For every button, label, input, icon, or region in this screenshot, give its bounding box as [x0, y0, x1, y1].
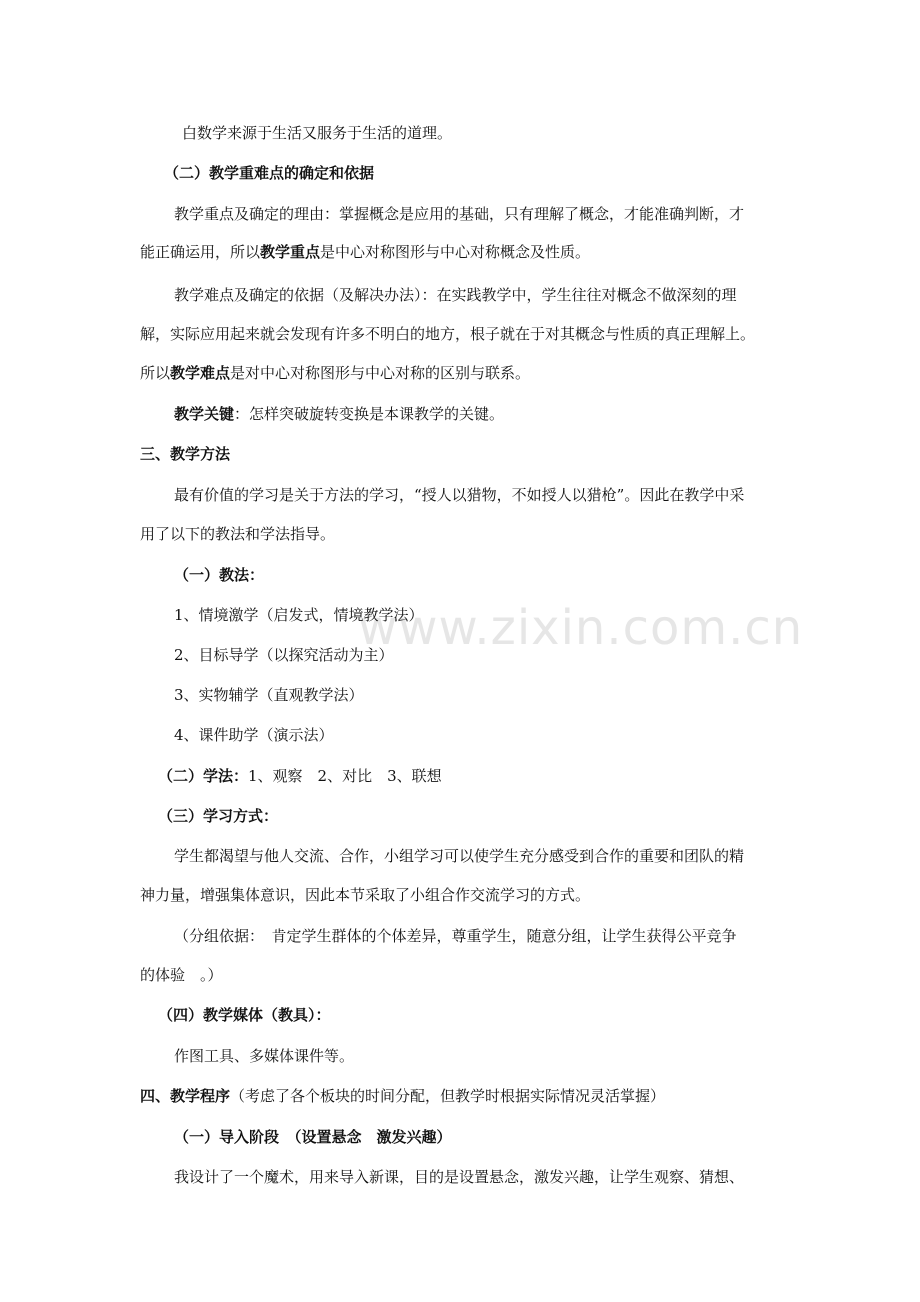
- text-run: 是对中心对称图形与中心对称的区别与联系。: [230, 364, 531, 382]
- section-heading-line: [140, 1086, 665, 1106]
- subsection-heading: （一）导入阶段 （设置悬念 激发兴趣）: [174, 1128, 452, 1146]
- emphasis-text: 教学难点: [170, 364, 231, 382]
- subsection-heading: （一）教法：: [174, 566, 265, 584]
- text-run: ：怎样突破旋转变换是本课教学的关键。: [234, 405, 505, 423]
- paragraph-line: （分组依据： 肯定学生群体的个体差异，尊重学生，随意分组，让学生获得公平竞争: [174, 927, 737, 945]
- paragraph-line: [158, 766, 442, 786]
- subsection-heading: （四）教学媒体（教具）：: [158, 1006, 331, 1024]
- list-item: 1、情境激学（启发式，情境教学法）: [174, 606, 424, 624]
- text-run: 所以: [140, 364, 171, 382]
- text-run: 是中心对称图形与中心对称概念及性质。: [320, 243, 591, 261]
- section-heading: 三、教学方法: [140, 445, 231, 463]
- paragraph-line: 教学重点及确定的理由：掌握概念是应用的基础，只有理解了概念，才能准确判断，才: [174, 205, 745, 223]
- paragraph-line: 解，实际应用起来就会发现有许多不明白的地方，根子就在于对其概念与性质的真正理解上。: [140, 325, 756, 343]
- section-heading: 四、教学程序: [140, 1087, 231, 1105]
- paragraph-line: [140, 242, 590, 262]
- emphasis-text: 教学重点: [260, 243, 321, 261]
- paragraph-line: 作图工具、多媒体课件等。: [174, 1047, 355, 1065]
- paragraph-line: [140, 363, 530, 383]
- paragraph-line: 最有价值的学习是关于方法的学习，“授人以猎物，不如授人以猎枪”。因此在教学中采: [174, 486, 745, 504]
- subsection-heading: （二）学法：: [158, 767, 249, 785]
- paragraph-line: 学生都渴望与他人交流、合作，小组学习可以使学生充分感受到合作的重要和团队的精: [174, 847, 745, 865]
- list-item: 2、目标导学（以探究活动为主）: [174, 646, 394, 664]
- paragraph-line: [174, 404, 504, 424]
- paragraph-line: 用了以下的教法和学法指导。: [140, 525, 336, 543]
- list-item: 4、课件助学（演示法）: [174, 726, 334, 744]
- text-run: 能正确运用，所以: [140, 243, 261, 261]
- watermark: www.zixin.com.cn: [358, 600, 804, 656]
- section-heading: （二）教学重难点的确定和依据: [164, 164, 375, 182]
- list-item: 3、实物辅学（直观教学法）: [174, 686, 364, 704]
- paragraph-line: 教学难点及确定的依据（及解决办法）：在实践教学中，学生往往对概念不做深刻的理: [174, 286, 737, 304]
- text-run: （考虑了各个板块的时间分配，但教学时根据实际情况灵活掌握）: [230, 1087, 666, 1105]
- subsection-heading: （三）学习方式：: [158, 807, 279, 825]
- text-run: 1、观察 2、对比 3、联想: [248, 767, 442, 785]
- paragraph-line: 的体验 。）: [140, 966, 223, 984]
- paragraph-line: 神力量，增强集体意识，因此本节采取了小组合作交流学习的方式。: [140, 886, 591, 904]
- emphasis-text: 教学关键: [174, 405, 235, 423]
- paragraph: 白数学来源于生活又服务于生活的道理。: [182, 124, 453, 142]
- paragraph-line: 我设计了一个魔术，用来导入新课，目的是设置悬念，激发兴趣，让学生观察、猜想、: [174, 1168, 745, 1186]
